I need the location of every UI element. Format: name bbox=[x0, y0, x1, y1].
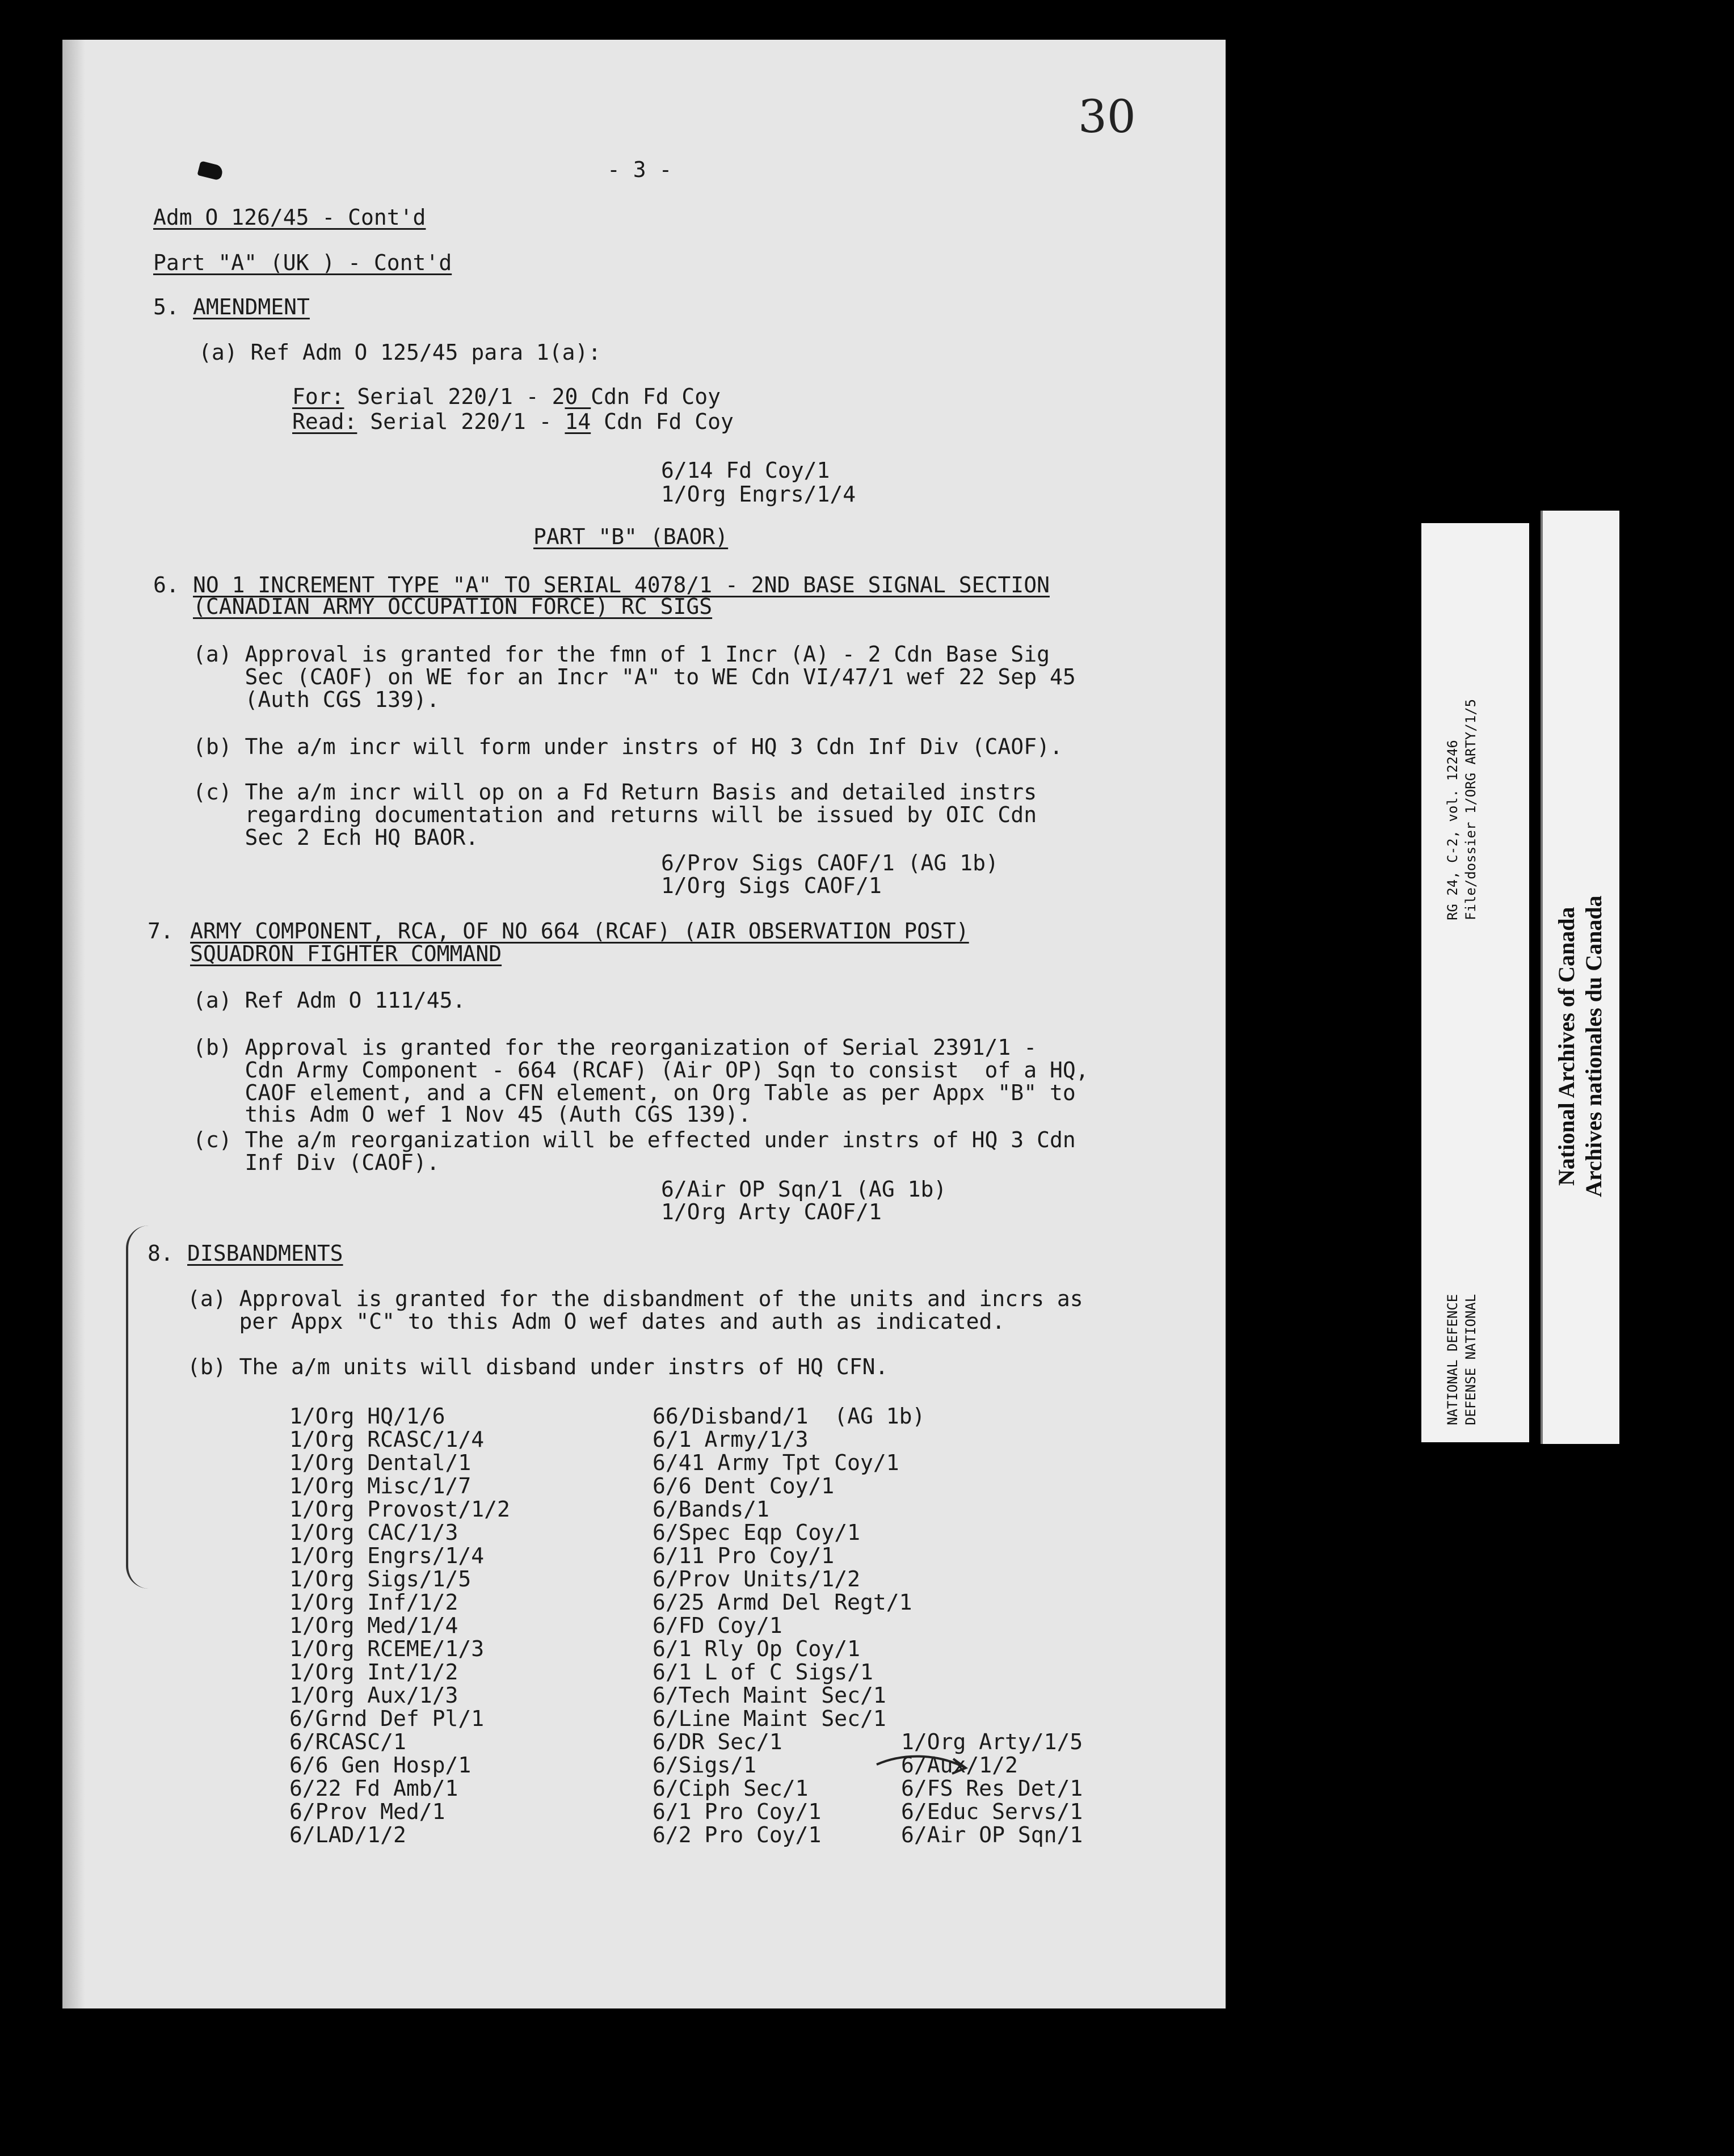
s8-para-a-line: per Appx "C" to this Adm O wef dates and auth as indicated. bbox=[187, 1309, 1005, 1334]
disband-list-item: 6/Ciph Sec/1 bbox=[653, 1776, 809, 1801]
disband-list-item: 6/Tech Maint Sec/1 bbox=[653, 1683, 886, 1708]
archives-canada-label bbox=[1541, 511, 1619, 1444]
s7-heading-line: ARMY COMPONENT, RCA, OF NO 664 (RCAF) (AIR OBSERVATION POST) bbox=[190, 919, 969, 944]
disband-list-item: 1/Org Med/1/4 bbox=[289, 1613, 458, 1638]
disband-list-item: 6/FD Coy/1 bbox=[653, 1613, 782, 1638]
s5-read-line bbox=[292, 410, 734, 433]
disband-list-item: 6/1 Army/1/3 bbox=[653, 1427, 809, 1452]
disband-list-item: 1/Org Sigs/1/5 bbox=[289, 1567, 472, 1591]
disband-list-item: 6/1 Pro Coy/1 bbox=[653, 1799, 822, 1824]
s8-para-b: (b) The a/m units will disband under instrs of HQ CFN. bbox=[187, 1354, 889, 1379]
s7-para-c-line: (c) The a/m reorganization will be effected under instrs of HQ 3 Cdn bbox=[193, 1127, 1076, 1152]
s7-para-a: (a) Ref Adm O 111/45. bbox=[193, 988, 466, 1013]
s6-heading-line: NO 1 INCREMENT TYPE "A" TO SERIAL 4078/1 - 2ND BASE SIGNAL SECTION bbox=[193, 572, 1050, 597]
s7-file-ref: 1/Org Arty CAOF/1 bbox=[661, 1199, 882, 1224]
disband-list-item: 6/Sigs/1 bbox=[653, 1753, 757, 1778]
disband-list-item: 6/Prov Med/1 bbox=[289, 1799, 445, 1824]
disband-list-item: 1/Org Int/1/2 bbox=[289, 1660, 458, 1685]
disband-list-item: 1/Org RCEME/1/3 bbox=[289, 1636, 485, 1661]
s7-heading-line: SQUADRON FIGHTER COMMAND bbox=[190, 941, 502, 966]
s5-for-label: For: bbox=[292, 384, 344, 409]
s5-read-pre: Serial 220/1 - bbox=[357, 409, 565, 434]
s7-para-b-line: (b) Approval is granted for the reorganization of Serial 2391/1 - bbox=[193, 1035, 1037, 1060]
s7-para-b-line: this Adm O wef 1 Nov 45 (Auth CGS 139). bbox=[193, 1102, 751, 1127]
disband-list-item: 6/Educ Servs/1 bbox=[901, 1799, 1083, 1824]
disband-list-item: 1/Org Inf/1/2 bbox=[289, 1590, 458, 1615]
s6-para-c-line: (c) The a/m incr will op on a Fd Return Basis and detailed instrs bbox=[193, 780, 1037, 805]
label-dept-line: DEFENSE NATIONAL bbox=[1463, 1294, 1479, 1425]
s8-para-a-line: (a) Approval is granted for the disbandment of the units and incrs as bbox=[187, 1286, 1083, 1311]
disband-list-item: 6/Air OP Sqn/1 bbox=[901, 1822, 1083, 1847]
document-page bbox=[62, 40, 1226, 2008]
s6-para-c-line: Sec 2 Ech HQ BAOR. bbox=[193, 825, 479, 850]
s7-file-ref: 6/Air OP Sqn/1 (AG 1b) bbox=[661, 1177, 947, 1202]
s6-para-a-line: Sec (CAOF) on WE for an Incr "A" to WE Cdn VI/47/1 wef 22 Sep 45 bbox=[193, 664, 1076, 689]
disband-list-item: 1/Org Provost/1/2 bbox=[289, 1497, 510, 1522]
part-a-line: Part "A" (UK ) - Cont'd bbox=[153, 250, 452, 275]
label-ref-line: File/dossier 1/ORG ARTY/1/5 bbox=[1463, 698, 1479, 920]
s6-number: 6. bbox=[153, 572, 179, 597]
disband-list-item: 6/6 Gen Hosp/1 bbox=[289, 1753, 472, 1778]
s6-file-ref: 1/Org Sigs CAOF/1 bbox=[661, 873, 882, 898]
s8-number: 8. bbox=[148, 1241, 174, 1266]
disband-list-item: 1/Org Aux/1/3 bbox=[289, 1683, 458, 1708]
s7-para-b-line: Cdn Army Component - 664 (RCAF) (Air OP) Sqn to consist of a HQ, bbox=[193, 1058, 1089, 1083]
ink-mark bbox=[197, 161, 224, 180]
s6-file-ref: 6/Prov Sigs CAOF/1 (AG 1b) bbox=[661, 850, 999, 875]
handwritten-folio: 30 bbox=[1078, 90, 1136, 143]
disband-list-item: 6/Grnd Def Pl/1 bbox=[289, 1706, 485, 1731]
disband-list-item: 6/FS Res Det/1 bbox=[901, 1776, 1083, 1801]
s6-para-b: (b) The a/m incr will form under instrs of HQ 3 Cdn Inf Div (CAOF). bbox=[193, 734, 1063, 759]
disband-list-item: 6/11 Pro Coy/1 bbox=[653, 1543, 835, 1568]
disband-list-item: 1/Org RCASC/1/4 bbox=[289, 1427, 485, 1452]
disband-list-item: 1/Org Engrs/1/4 bbox=[289, 1543, 485, 1568]
s6-para-a-line: (a) Approval is granted for the fmn of 1 Incr (A) - 2 Cdn Base Sig bbox=[193, 642, 1050, 667]
part-b-line: PART "B" (BAOR) bbox=[533, 524, 729, 549]
s6-para-a-line: (Auth CGS 139). bbox=[193, 687, 440, 712]
disband-list-item: 6/DR Sec/1 bbox=[653, 1729, 782, 1754]
handwritten-arrow bbox=[874, 1747, 970, 1782]
s5-read-num: 14 bbox=[565, 409, 591, 434]
s5-for-line bbox=[292, 385, 721, 409]
disband-list-item: 1/Org Arty/1/5 bbox=[901, 1729, 1083, 1754]
s5-for-text: Serial 220/1 - 20 Cdn Fd Coy bbox=[344, 384, 721, 409]
label-ref-line: RG 24, C-2, vol. 12246 bbox=[1445, 740, 1461, 920]
s6-heading-line: (CANADIAN ARMY OCCUPATION FORCE) RC SIGS bbox=[193, 594, 713, 619]
s7-para-c-line: Inf Div (CAOF). bbox=[193, 1150, 440, 1175]
disband-list-item: 6/RCASC/1 bbox=[289, 1729, 406, 1754]
s5-heading: AMENDMENT bbox=[193, 294, 310, 319]
s5-file-ref: 1/Org Engrs/1/4 bbox=[661, 482, 856, 507]
disband-list-item: 6/1 Rly Op Coy/1 bbox=[653, 1636, 861, 1661]
disband-list-item: 1/Org Dental/1 bbox=[289, 1450, 472, 1475]
page-number: - 3 - bbox=[607, 157, 672, 182]
label-archives-en: National Archives of Canada bbox=[1554, 907, 1579, 1186]
disband-list-item: 1/Org Misc/1/7 bbox=[289, 1473, 472, 1498]
label-dept-line: NATIONAL DEFENCE bbox=[1445, 1294, 1461, 1425]
disband-list-item: 6/Aux/1/2 bbox=[901, 1753, 1018, 1778]
disband-list-item: 6/41 Army Tpt Coy/1 bbox=[653, 1450, 899, 1475]
disband-list-item: 6/Line Maint Sec/1 bbox=[653, 1706, 886, 1731]
disband-list-item: 6/22 Fd Amb/1 bbox=[289, 1776, 458, 1801]
s5-number: 5. bbox=[153, 294, 179, 319]
page-edge-shadow bbox=[62, 40, 85, 2008]
label-archives-fr: Archives nationales du Canada bbox=[1581, 895, 1606, 1197]
s5-read-post: Cdn Fd Coy bbox=[591, 409, 734, 434]
ref-line: Adm O 126/45 - Cont'd bbox=[153, 205, 426, 230]
s6-para-c-line: regarding documentation and returns will be issued by OIC Cdn bbox=[193, 802, 1037, 827]
disband-list-item: 6/2 Pro Coy/1 bbox=[653, 1822, 822, 1847]
disband-list-item: 6/6 Dent Coy/1 bbox=[653, 1473, 835, 1498]
disband-list-item: 1/Org CAC/1/3 bbox=[289, 1520, 458, 1545]
disband-list-item: 6/Bands/1 bbox=[653, 1497, 769, 1522]
disband-list-item: 6/1 L of C Sigs/1 bbox=[653, 1660, 873, 1685]
archive-reference-label bbox=[1421, 523, 1529, 1442]
s7-para-b-line: CAOF element, and a CFN element, on Org Table as per Appx "B" to bbox=[193, 1080, 1076, 1105]
s5-file-ref: 6/14 Fd Coy/1 bbox=[661, 458, 830, 483]
s8-heading: DISBANDMENTS bbox=[187, 1241, 343, 1266]
disband-list-item: 1/Org HQ/1/6 bbox=[289, 1404, 445, 1429]
disband-list-item: 6/Spec Eqp Coy/1 bbox=[653, 1520, 861, 1545]
disband-list-item: 6/25 Armd Del Regt/1 bbox=[653, 1590, 912, 1615]
disband-list-item: 6/Prov Units/1/2 bbox=[653, 1567, 861, 1591]
disband-list-item: 66/Disband/1 (AG 1b) bbox=[653, 1404, 925, 1429]
margin-bracket bbox=[126, 1226, 151, 1589]
s7-number: 7. bbox=[148, 919, 174, 944]
disband-list-item: 6/LAD/1/2 bbox=[289, 1822, 406, 1847]
s5-para-a: (a) Ref Adm O 125/45 para 1(a): bbox=[199, 340, 601, 365]
s5-read-label: Read: bbox=[292, 409, 357, 434]
